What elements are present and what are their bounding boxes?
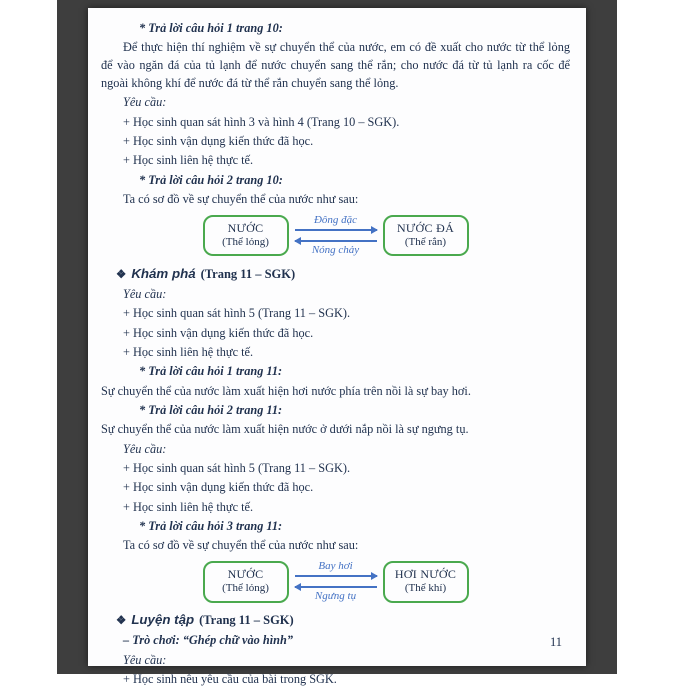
diagram-box-nuoc xyxy=(203,561,289,603)
section-page-ref: (Trang 11 – SGK) xyxy=(200,267,296,282)
document-viewer-background xyxy=(57,0,617,686)
answer-title-q1-p11: * Trả lời câu hỏi 1 trang 11: xyxy=(139,364,283,379)
requirement-item: + Học sinh liên hệ thực tế. xyxy=(123,499,254,514)
answer-title-q2-p11: * Trả lời câu hỏi 2 trang 11: xyxy=(139,402,283,417)
diagram-box-subtitle: (Thể rắn) xyxy=(404,235,447,248)
requirement-item: + Học sinh quan sát hình 5 (Trang 11 – SGK). xyxy=(123,460,351,475)
answer-paragraph-q2-p11: Sự chuyển thể của nước làm xuất hiện nước ở dưới nắp nồi là sự ngưng tụ. xyxy=(101,422,469,437)
section-name: Khám phá xyxy=(131,266,196,282)
requirement-label: Yêu cầu: xyxy=(123,286,167,301)
arrow-label-ngung-tu: Ngưng tụ xyxy=(314,590,357,603)
diagram-box-title: NƯỚC xyxy=(227,220,264,235)
requirement-label: Yêu cầu: xyxy=(123,652,167,667)
answer-paragraph-q1-p11: Sự chuyển thể của nước làm xuất hiện hơi nước phía trên nồi là sự bay hơi. xyxy=(101,383,471,398)
diagram-box-title: NƯỚC ĐÁ xyxy=(396,220,455,235)
arrow-right-icon xyxy=(295,229,377,231)
game-title: – Trò chơi: “Ghép chữ vào hình” xyxy=(123,633,293,648)
requirement-label: Yêu cầu: xyxy=(123,95,167,110)
diagram-box-subtitle: (Thể lỏng) xyxy=(222,235,269,248)
requirement-item: + Học sinh vận dụng kiến thức đã học. xyxy=(123,325,314,340)
answer-paragraph-q1-p10: Để thực hiện thí nghiệm về sự chuyển thể của nước, em có đề xuất cho nước từ thể lỏng để vào ngăn đá của tủ lạnh để nước chuyển sang thể rắn; cho nước đá từ tủ lạnh ra cốc để ngoài không khí để nước đá từ thể rắn chuyển sang thể lỏng. xyxy=(101,40,570,90)
document-content xyxy=(88,8,586,689)
diagram-box-title: HƠI NƯỚC xyxy=(394,566,457,581)
section-heading-luyen-tap xyxy=(101,610,570,630)
arrow-label-bay-hoi: Bay hơi xyxy=(318,560,353,573)
answer-title-q1-p10: * Trả lời câu hỏi 1 trang 10: xyxy=(139,21,283,35)
diagram-box-title: NƯỚC xyxy=(227,566,264,581)
arrow-label-nong-chay: Nóng chảy xyxy=(311,243,360,256)
diagram-intro: Ta có sơ đồ về sự chuyển thể của nước như sau: xyxy=(123,191,359,206)
diamond-bullet-icon: ❖ xyxy=(116,615,127,628)
diagram-arrows xyxy=(293,560,379,603)
arrow-left-icon xyxy=(295,240,377,242)
requirement-item: + Học sinh liên hệ thực tế. xyxy=(123,344,254,359)
section-name: Luyện tập xyxy=(131,612,195,628)
diagram-arrows xyxy=(293,214,379,257)
diagram-box-hoi-nuoc xyxy=(383,561,469,603)
requirement-item: + Học sinh quan sát hình 3 và hình 4 (Trang 10 – SGK). xyxy=(123,114,400,129)
diagram-box-subtitle: (Thể khí) xyxy=(404,581,447,594)
requirement-item: + Học sinh nêu yêu cầu của bài trong SGK. xyxy=(123,671,337,686)
diagram-intro: Ta có sơ đồ về sự chuyển thể của nước như sau: xyxy=(123,538,359,553)
diagram-box-nuoc xyxy=(203,215,289,257)
diagram-box-subtitle: (Thể lỏng) xyxy=(222,581,269,594)
arrow-label-dong-dac: Đông đặc xyxy=(313,213,358,226)
requirement-item: + Học sinh vận dụng kiến thức đã học. xyxy=(123,133,314,148)
page-number: 11 xyxy=(549,635,562,649)
answer-title-q2-p10: * Trả lời câu hỏi 2 trang 10: xyxy=(139,172,283,187)
answer-title-q3-p11: * Trả lời câu hỏi 3 trang 11: xyxy=(139,518,283,533)
requirement-item: + Học sinh vận dụng kiến thức đã học. xyxy=(123,480,314,495)
water-state-diagram-freeze-melt xyxy=(101,214,570,257)
arrow-left-icon xyxy=(295,586,377,588)
section-heading-kham-pha xyxy=(101,264,570,284)
water-state-diagram-evaporate-condense xyxy=(101,560,570,603)
section-page-ref: (Trang 11 – SGK) xyxy=(199,613,294,628)
diamond-bullet-icon: ❖ xyxy=(116,269,127,282)
requirement-item: + Học sinh quan sát hình 5 (Trang 11 – SGK). xyxy=(123,306,351,321)
requirement-label: Yêu cầu: xyxy=(123,441,167,456)
arrow-right-icon xyxy=(295,575,377,577)
diagram-box-nuoc-da xyxy=(383,215,469,257)
document-page xyxy=(88,8,586,686)
requirement-item: + Học sinh liên hệ thực tế. xyxy=(123,153,254,168)
